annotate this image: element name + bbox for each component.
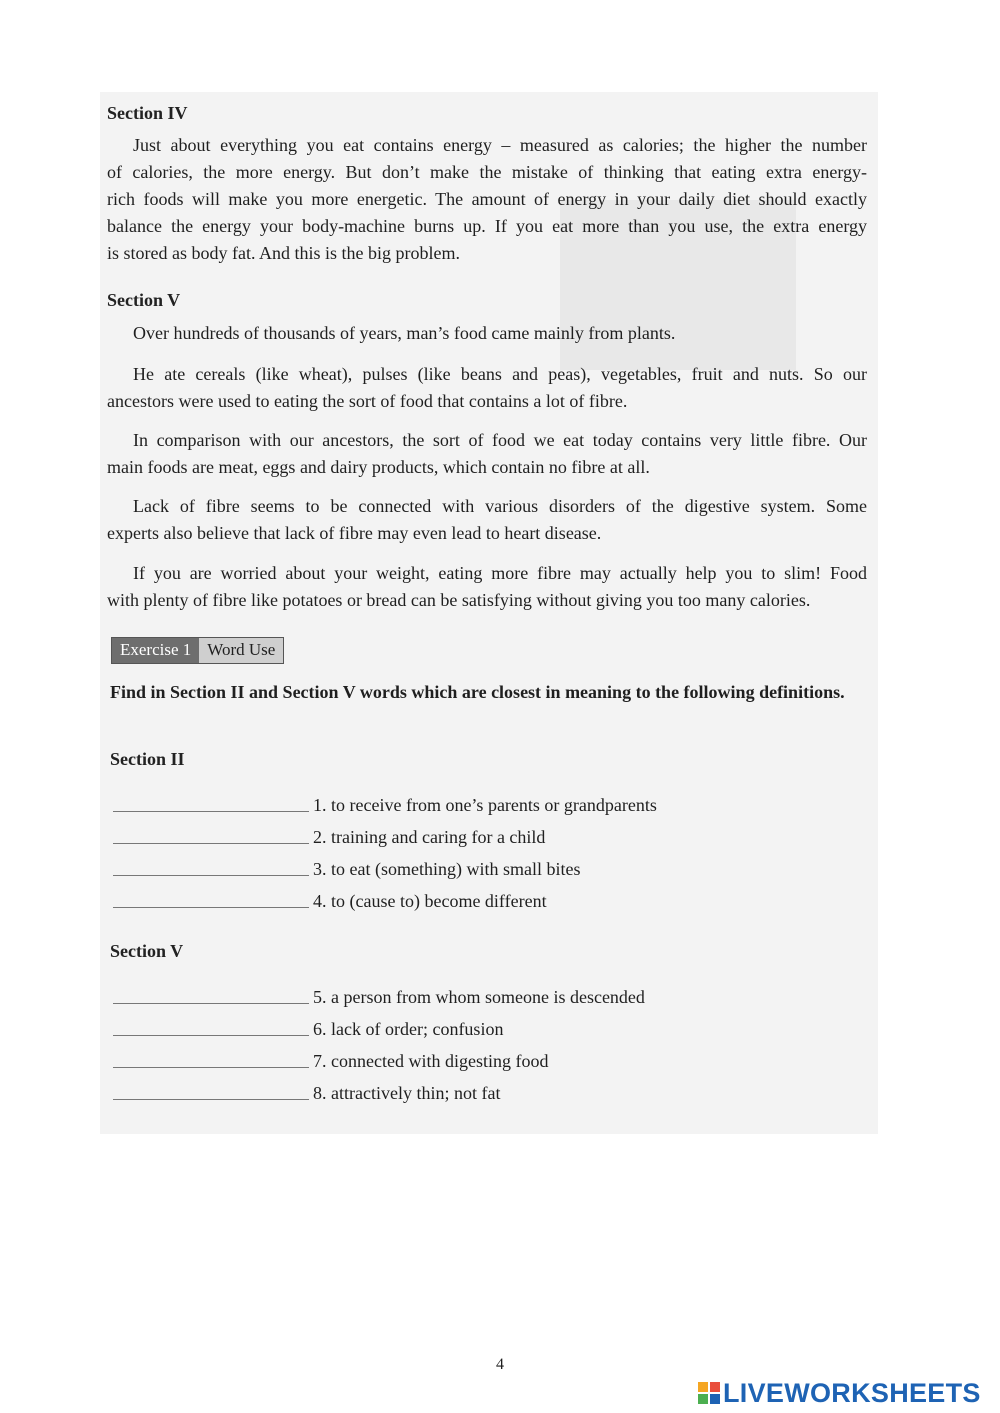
answer-blank-6[interactable] bbox=[113, 1035, 309, 1036]
logo-square bbox=[698, 1394, 708, 1404]
definition-6: 6. lack of order; confusion bbox=[313, 1019, 504, 1039]
definition-3: 3. to eat (something) with small bites bbox=[313, 859, 581, 879]
group-1-heading: Section II bbox=[110, 749, 185, 769]
question-5 bbox=[113, 982, 733, 1010]
liveworksheets-logo[interactable] bbox=[698, 1378, 981, 1408]
text-line: Just about everything you eat contains energy – measured as calories; the higher the number bbox=[133, 135, 867, 155]
text-line: rich foods will make you more energetic. The amount of energy in your daily diet should exactly bbox=[107, 189, 867, 209]
section-5-paragraph-5 bbox=[107, 560, 867, 614]
logo-grid-icon bbox=[698, 1382, 720, 1404]
exercise-tag bbox=[111, 637, 284, 664]
question-2 bbox=[113, 822, 733, 850]
definition-5: 5. a person from whom someone is descended bbox=[313, 987, 645, 1007]
text-line: If you are worried about your weight, eating more fibre may actually help you to slim! Food bbox=[133, 563, 867, 583]
text-line: main foods are meat, eggs and dairy products, which contain no fibre at all. bbox=[107, 457, 650, 477]
answer-blank-1[interactable] bbox=[113, 811, 309, 812]
text-line: is stored as body fat. And this is the big problem. bbox=[107, 243, 460, 263]
logo-text: LIVEWORKSHEETS bbox=[723, 1377, 981, 1408]
section-5-paragraph-4 bbox=[107, 493, 867, 547]
question-1 bbox=[113, 790, 733, 818]
section-5-paragraph-1 bbox=[107, 320, 867, 347]
answer-blank-4[interactable] bbox=[113, 907, 309, 908]
answer-blank-7[interactable] bbox=[113, 1067, 309, 1068]
answer-blank-2[interactable] bbox=[113, 843, 309, 844]
exercise-number: Exercise 1 bbox=[112, 638, 199, 663]
answer-blank-3[interactable] bbox=[113, 875, 309, 876]
definition-2: 2. training and caring for a child bbox=[313, 827, 546, 847]
text-line: Over hundreds of thousands of years, man’s food came mainly from plants. bbox=[133, 323, 676, 343]
page-number: 4 bbox=[496, 1356, 504, 1373]
section-5-heading: Section V bbox=[107, 290, 181, 310]
answer-blank-8[interactable] bbox=[113, 1099, 309, 1100]
text-line: In comparison with our ancestors, the sort of food we eat today contains very little fibre. Our bbox=[133, 430, 867, 450]
section-4-heading: Section IV bbox=[107, 103, 188, 123]
group-2-heading: Section V bbox=[110, 941, 184, 961]
exercise-instruction: Find in Section II and Section V words which are closest in meaning to the following definitions. bbox=[110, 682, 845, 702]
definition-4: 4. to (cause to) become different bbox=[313, 891, 547, 911]
definition-7: 7. connected with digesting food bbox=[313, 1051, 549, 1071]
logo-square bbox=[710, 1394, 720, 1404]
question-6 bbox=[113, 1014, 733, 1042]
text-line: He ate cereals (like wheat), pulses (like beans and peas), vegetables, fruit and nuts. So our bbox=[133, 364, 867, 384]
section-5-paragraph-3 bbox=[107, 427, 867, 481]
text-line: experts also believe that lack of fibre may even lead to heart disease. bbox=[107, 523, 602, 543]
logo-square bbox=[698, 1382, 708, 1392]
section-4-paragraph bbox=[107, 132, 867, 267]
exercise-title: Word Use bbox=[199, 638, 283, 663]
definition-1: 1. to receive from one’s parents or grandparents bbox=[313, 795, 657, 815]
question-3 bbox=[113, 854, 733, 882]
text-line: Lack of fibre seems to be connected with various disorders of the digestive system. Some bbox=[133, 496, 867, 516]
text-line: of calories, the more energy. But don’t make the mistake of thinking that eating extra energy- bbox=[107, 162, 867, 182]
question-7 bbox=[113, 1046, 733, 1074]
section-5-paragraph-2 bbox=[107, 361, 867, 415]
definition-8: 8. attractively thin; not fat bbox=[313, 1083, 501, 1103]
text-line: ancestors were used to eating the sort of food that contains a lot of fibre. bbox=[107, 391, 628, 411]
answer-blank-5[interactable] bbox=[113, 1003, 309, 1004]
text-line: balance the energy your body-machine burns up. If you eat more than you use, the extra energy bbox=[107, 216, 867, 236]
text-line: with plenty of fibre like potatoes or bread can be satisfying without giving you too many calories. bbox=[107, 590, 811, 610]
logo-square bbox=[710, 1382, 720, 1392]
question-4 bbox=[113, 886, 733, 914]
question-8 bbox=[113, 1078, 733, 1106]
